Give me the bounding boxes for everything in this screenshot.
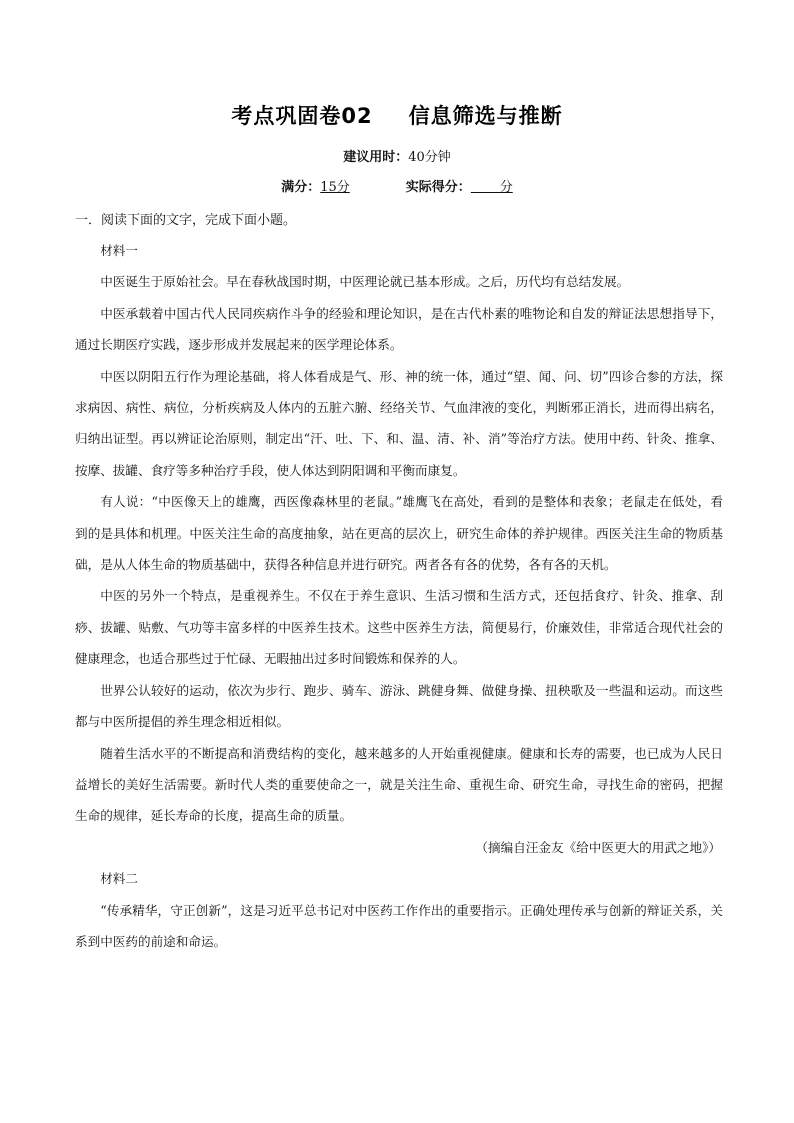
time-value: 40分钟 (408, 150, 451, 165)
material2-paragraph: “传承精华，守正创新”，这是习近平总书记对中医药工作作出的重要指示。正确处理传承与创新的辩证关系，关系到中医药的前途和命运。 (75, 902, 723, 949)
score-line (0, 176, 794, 195)
material1-paragraph: 中医诞生于原始社会。早在春秋战国时期，中医理论就已基本形成。之后，历代均有总结发展。 (100, 274, 630, 290)
material1-source: （摘编自汪金友《给中医更大的用武之地》） (475, 839, 721, 855)
material1-paragraph: 世界公认较好的运动，依次为步行、跑步、骑车、游泳、跳健身舞、做健身操、扭秧歌及一些温和运动。而这些都与中医所提倡的养生理念相近相似。 (75, 682, 723, 730)
title-main: 考点巩固卷02 (231, 104, 373, 128)
time-label: 建议用时： (343, 150, 409, 165)
reading-passage (75, 235, 723, 957)
page-title (0, 100, 794, 130)
material1-paragraph: 有人说：“中医像天上的雄鹰，西医像森林里的老鼠。”雄鹰飞在高处，看到的是整体和表象；老鼠走在低处，看到的是具体和机理。中医关注生命的高度抽象，站在更高的层次上，研究生命体的养护规律。西医关注生命的物质基础，是从人体生命的物质基础中，获得各种信息并进行研究。两者各有各的优势，各有各的天机。 (75, 494, 723, 573)
title-sub: 信息筛选与推断 (408, 104, 563, 128)
material1-paragraph: 中医的另外一个特点，是重视养生。不仅在于养生意识、生活习惯和生活方式，还包括食疗、针灸、推拿、刮痧、拔罐、贴敷、气功等丰富多样的中医养生技术。这些中医养生方法，简便易行，价廉效佳，非常适合现代社会的健康理念，也适合那些过于忙碌、无暇抽出过多时间锻炼和保养的人。 (75, 588, 723, 667)
material1-heading: 材料一 (100, 243, 138, 258)
material1-paragraph: 随着生活水平的不断提高和消费结构的变化，越来越多的人开始重视健康。健康和长寿的需要，也已成为人民日益增长的美好生活需要。新时代人类的重要使命之一，就是关注生命、重视生命、研究生命，寻找生命的密码，把握生命的规律，延长寿命的长度，提高生命的质量。 (75, 745, 723, 824)
material2-heading: 材料二 (100, 871, 138, 887)
full-score-label: 满分： (281, 180, 321, 195)
question-prompt: 一．阅读下面的文字，完成下面小题。 (75, 213, 297, 228)
material1-paragraph: 中医承载着中国古代人民同疾病作斗争的经验和理论知识，是在古代朴素的唯物论和自发的辩证法思想指导下，通过长期医疗实践，逐步形成并发展起来的医学理论体系。 (75, 305, 723, 353)
material1-paragraph: 中医以阴阳五行作为理论基础，将人体看成是气、形、神的统一体，通过“望、闻、问、切”四诊合参的方法，探求病因、病性、病位，分析疾病及人体内的五脏六腑、经络关节、气血津液的变化，判断邪正消长，进而得出病名，归纳出证型。再以辨证论治原则，制定出“汗、吐、下、和、温、清、补、消”等治疗方法。使用中药、针灸、推拿、按摩、拔罐、食疗等多种治疗手段，使人体达到阴阳调和平衡而康复。 (75, 368, 723, 478)
actual-score-label: 实际得分： (405, 180, 471, 195)
actual-score-value: 分 (470, 180, 513, 195)
full-score-value: 15分 (320, 180, 350, 195)
suggested-time (0, 146, 794, 165)
